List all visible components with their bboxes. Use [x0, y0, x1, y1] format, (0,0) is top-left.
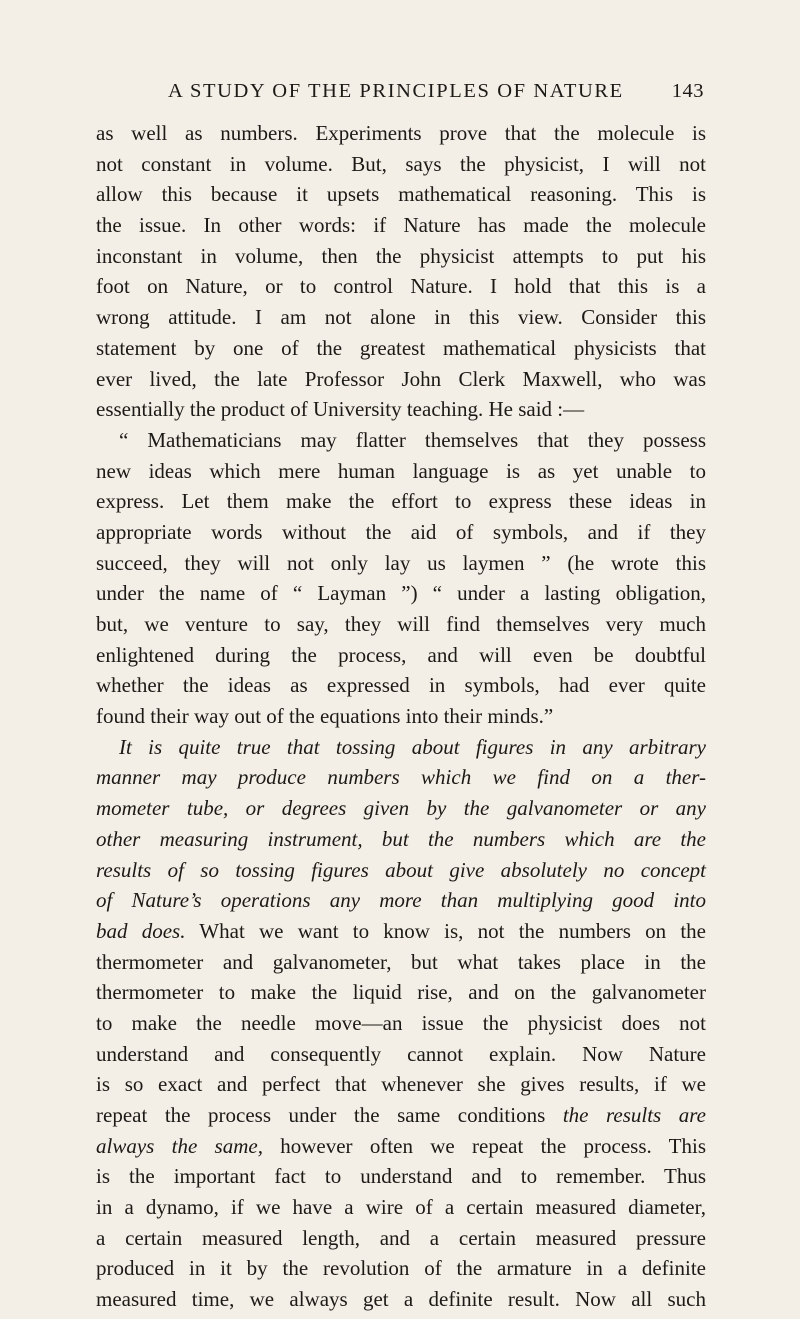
text-line [96, 885, 706, 916]
text-line [96, 1161, 706, 1192]
line-text: thermometer to make the liquid rise, and on the galvanometer [96, 980, 706, 1005]
line-text: What we want to know is, not the numbers on the [185, 918, 706, 943]
line-text: under the name of “ Layman ”) “ under a lasting obligation, [96, 581, 706, 606]
text-line [96, 762, 706, 793]
text-line [96, 793, 706, 824]
text-line [96, 1008, 706, 1039]
line-text: the issue. In other words: if Nature has made the molecule [96, 213, 706, 238]
text-line [96, 333, 706, 364]
text-line [96, 118, 706, 149]
text-line [96, 1284, 706, 1315]
line-text: measured time, we always get a definite result. Now all such [96, 1287, 706, 1312]
italic-text: mometer tube, or degrees given by the galvanometer or any [96, 796, 706, 821]
text-line [96, 271, 706, 302]
line-text: wrong attitude. I am not alone in this view. Consider this [96, 305, 706, 330]
line-text: but, we venture to say, they will find themselves very much [96, 612, 706, 636]
text-line [96, 1223, 706, 1254]
text-line [96, 149, 706, 180]
text-line [96, 977, 706, 1008]
text-line [96, 609, 706, 640]
text-line [96, 732, 706, 763]
line-text: essentially the product of University teaching. He said :— [96, 397, 585, 422]
text-line [96, 1253, 706, 1284]
line-text: to make the needle move—an issue the physicist does not [96, 1010, 706, 1035]
line-text: inconstant in volume, then the physicist attempts to put his [96, 243, 706, 268]
italic-text: It is quite true that tossing about figures in any arbitrary [119, 734, 706, 759]
text-line [96, 947, 706, 978]
body-text [96, 118, 706, 1315]
line-text: whether the ideas as expressed in symbols, had ever quite [96, 673, 706, 698]
italic-text: other measuring instrument, but the numbers which are the [96, 826, 706, 851]
line-text: repeat the process under the same conditions [96, 1103, 563, 1127]
italic-text: results of so tossing figures about give absolutely no concept [96, 857, 706, 882]
text-line [96, 210, 706, 241]
line-text: in a dynamo, if we have a wire of a certain measured diameter, [96, 1195, 706, 1220]
line-text: express. Let them make the effort to express these ideas in [96, 489, 706, 514]
text-line [96, 425, 706, 456]
line-text: is the important fact to understand and to remember. Thus [96, 1164, 706, 1189]
text-line [96, 1192, 706, 1223]
text-line [96, 456, 706, 487]
text-line [96, 1039, 706, 1070]
line-text: thermometer and galvanometer, but what takes place in the [96, 949, 706, 974]
line-text: foot on Nature, or to control Nature. I hold that this is a [96, 274, 706, 299]
text-line [96, 179, 706, 210]
line-text: a certain measured length, and a certain measured pressure [96, 1225, 706, 1250]
text-line [96, 394, 706, 425]
text-line [96, 486, 706, 517]
line-text: ever lived, the late Professor John Clerk Maxwell, who was [96, 366, 706, 391]
text-line [96, 578, 706, 609]
text-line [96, 241, 706, 272]
line-text: enlightened during the process, and will even be doubtful [96, 642, 706, 667]
line-text: not constant in volume. But, says the physicist, I will not [96, 151, 706, 176]
italic-text: bad does. [96, 918, 186, 943]
text-line [96, 302, 706, 333]
line-text: statement by one of the greatest mathematical physicists that [96, 335, 706, 360]
line-text: is so exact and perfect that whenever she gives results, if we [96, 1072, 706, 1097]
line-text: as well as numbers. Experiments prove that the molecule is [96, 121, 706, 145]
italic-text: of Nature’s operations any more than multiplying good into [96, 888, 706, 913]
line-text: produced in it by the revolution of the armature in a definite [96, 1256, 706, 1281]
text-line [96, 640, 706, 671]
text-line [96, 701, 706, 732]
italic-text: the results are [562, 1103, 706, 1127]
text-line [96, 1069, 706, 1100]
text-line [96, 364, 706, 395]
line-text: new ideas which mere human language is as yet unable to [96, 458, 706, 483]
italic-text: manner may produce numbers which we find on a ther- [96, 765, 706, 790]
line-text: “ Mathematicians may flatter themselves that they possess [119, 427, 706, 452]
running-title: A STUDY OF THE PRINCIPLES OF NATURE [168, 80, 624, 102]
text-line [96, 517, 706, 548]
text-line [96, 855, 706, 886]
text-line [96, 548, 706, 579]
line-text: found their way out of the equations into their minds.” [96, 704, 554, 729]
text-line [96, 916, 706, 947]
text-line [96, 670, 706, 701]
running-head [168, 75, 704, 107]
text-line [96, 1131, 706, 1162]
line-text: however often we repeat the process. This [262, 1133, 706, 1158]
italic-text: always the same, [96, 1133, 263, 1158]
line-text: succeed, they will not only lay us laymen ” (he wrote this [96, 550, 706, 575]
text-line [96, 824, 706, 855]
line-text: understand and consequently cannot explain. Now Nature [96, 1041, 706, 1066]
text-line [96, 1100, 706, 1131]
line-text: allow this because it upsets mathematical reasoning. This is [96, 182, 706, 207]
line-text: appropriate words without the aid of symbols, and if they [96, 519, 706, 544]
page-number: 143 [671, 80, 704, 102]
